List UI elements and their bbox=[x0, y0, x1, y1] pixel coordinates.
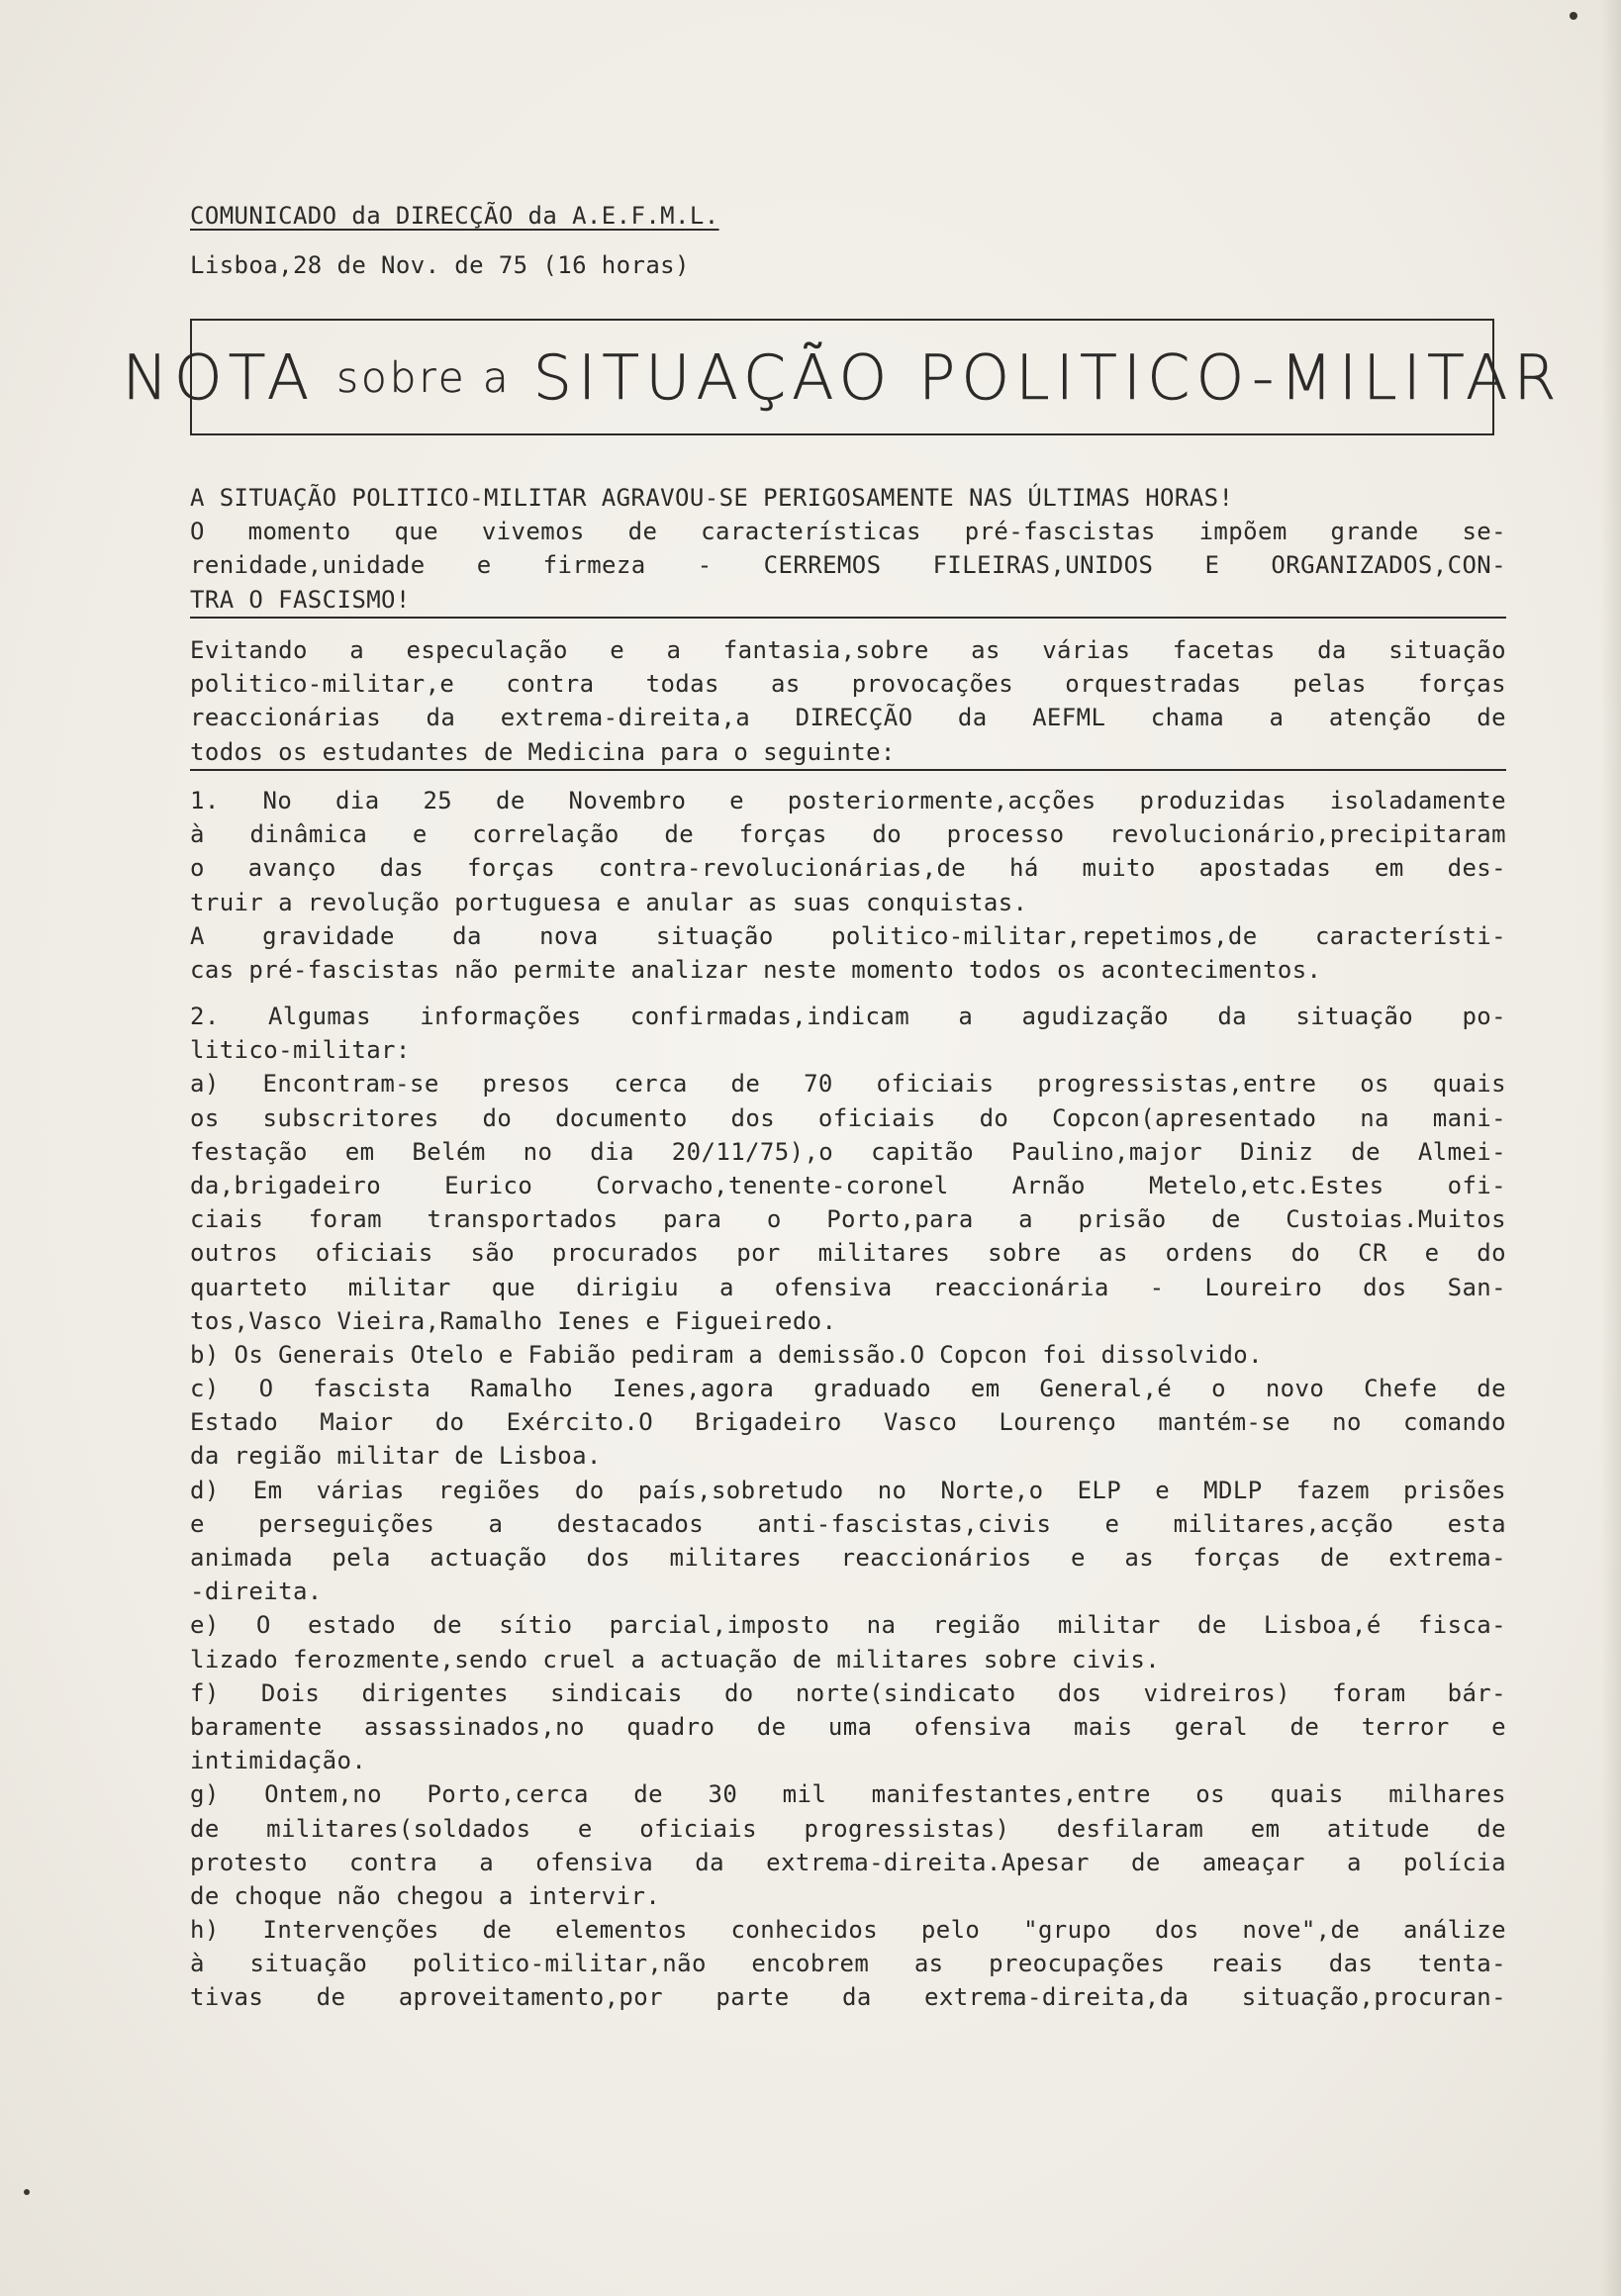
item-2-line: tos,Vasco Vieira,Ramalho Ienes e Figueiredo. bbox=[190, 1306, 837, 1335]
item-2-line: protesto contra a ofensiva da extrema-direita.Apesar de ameaçar a polícia bbox=[190, 1848, 1506, 1876]
item-2-line: ciais foram transportados para o Porto,para a prisão de Custoias.Muitos bbox=[190, 1205, 1506, 1234]
header-organization: COMUNICADO da DIRECÇÃO da A.E.F.M.L. bbox=[190, 202, 719, 230]
item-2-line: tivas de aproveitamento,por parte da extrema-direita,da situação,procuran- bbox=[190, 1983, 1506, 2012]
headline-line: O momento que vivemos de características pré-fascistas impõem grande se- bbox=[190, 518, 1506, 546]
item-1-line: cas pré-fascistas não permite analizar neste momento todos os acontecimentos. bbox=[190, 955, 1322, 984]
item-1-line: 1. No dia 25 de Novembro e posteriormente,acções produzidas isoladamente bbox=[190, 787, 1506, 814]
intro-line: reaccionárias da extrema-direita,a DIRECÇÃO da AEFML chama a atenção de bbox=[190, 704, 1506, 732]
item-2-line: h) Intervenções de elementos conhecidos pelo "grupo dos nove",de análize bbox=[190, 1916, 1506, 1945]
item-2-line: b) Os Generais Otelo e Fabião pediram a demissão.O Copcon foi dissolvido. bbox=[190, 1340, 1263, 1369]
intro-paragraph bbox=[190, 633, 1506, 771]
headline-line: renidade,unidade e firmeza - CERREMOS FILEIRAS,UNIDOS E ORGANIZADOS,CON- bbox=[190, 551, 1506, 580]
title-nota: NOTA bbox=[122, 340, 316, 414]
title-box bbox=[122, 319, 1563, 435]
item-2-line: outros oficiais são procurados por militares sobre as ordens do CR e do bbox=[190, 1239, 1506, 1268]
item-2-line: de choque não chegou a intervir. bbox=[190, 1881, 661, 1910]
item-2-line: à situação politico-militar,não encobrem as preocupações reais das tenta- bbox=[190, 1950, 1506, 1978]
ink-speck bbox=[1570, 12, 1577, 20]
headline-line: A SITUAÇÃO POLITICO-MILITAR AGRAVOU-SE PERIGOSAMENTE NAS ÚLTIMAS HORAS! bbox=[190, 484, 1234, 512]
item-1-paragraph bbox=[190, 784, 1506, 987]
item-2-line: c) O fascista Ramalho Ienes,agora graduado em General,é o novo Chefe de bbox=[190, 1375, 1506, 1403]
title-situacao: SITUAÇÃO POLITICO-MILITAR bbox=[532, 340, 1563, 414]
item-2-line: -direita. bbox=[190, 1578, 323, 1606]
header-date: Lisboa,28 de Nov. de 75 (16 horas) bbox=[190, 251, 690, 279]
item-2-paragraph bbox=[190, 1000, 1506, 2015]
headline-paragraph bbox=[190, 481, 1506, 619]
item-2-line: baramente assassinados,no quadro de uma ofensiva mais geral de terror e bbox=[190, 1712, 1506, 1741]
item-2-line: a) Encontram-se presos cerca de 70 oficiais progressistas,entre os quais bbox=[190, 1070, 1506, 1099]
intro-line: Evitando a especulação e a fantasia,sobre as várias facetas da situação bbox=[190, 636, 1506, 664]
item-2-line: da região militar de Lisboa. bbox=[190, 1442, 602, 1471]
intro-line: politico-militar,e contra todas as provocações orquestradas pelas forças bbox=[190, 670, 1506, 699]
item-2-line: de militares(soldados e oficiais progressistas) desfilaram em atitude de bbox=[190, 1814, 1506, 1843]
ink-speck bbox=[24, 2189, 30, 2195]
item-2-line: 2. Algumas informações confirmadas,indicam a agudização da situação po- bbox=[190, 1003, 1506, 1030]
item-2-line: Estado Maior do Exército.O Brigadeiro Vasco Lourenço mantém-se no comando bbox=[190, 1408, 1506, 1437]
headline-line: TRA O FASCISMO! bbox=[190, 583, 1506, 619]
item-2-line: da,brigadeiro Eurico Corvacho,tenente-coronel Arnão Metelo,etc.Estes ofi- bbox=[190, 1171, 1506, 1199]
item-2-line: animada pela actuação dos militares reaccionários e as forças de extrema- bbox=[190, 1544, 1506, 1572]
item-2-line: f) Dois dirigentes sindicais do norte(sindicato dos vidreiros) foram bár- bbox=[190, 1678, 1506, 1707]
item-2-line: os subscritores do documento dos oficiais do Copcon(apresentado na mani- bbox=[190, 1103, 1506, 1132]
item-2-line: festação em Belém no dia 20/11/75),o capitão Paulino,major Diniz de Almei- bbox=[190, 1137, 1506, 1166]
item-1-line: truir a revolução portuguesa e anular as suas conquistas. bbox=[190, 888, 1028, 916]
item-2-line: e) O estado de sítio parcial,imposto na região militar de Lisboa,é fisca- bbox=[190, 1611, 1506, 1640]
item-2-line: litico-militar: bbox=[190, 1036, 411, 1065]
item-2-line: lizado ferozmente,sendo cruel a actuação de militares sobre civis. bbox=[190, 1645, 1161, 1674]
item-2-line: d) Em várias regiões do país,sobretudo no Norte,o ELP e MDLP fazem prisões bbox=[190, 1476, 1506, 1504]
item-2-line: quarteto militar que dirigiu a ofensiva reaccionária - Loureiro dos San- bbox=[190, 1273, 1506, 1301]
item-2-line: g) Ontem,no Porto,cerca de 30 mil manifestantes,entre os quais milhares bbox=[190, 1780, 1506, 1809]
item-2-line: e perseguições a destacados anti-fascistas,civis e militares,acção esta bbox=[190, 1509, 1506, 1538]
title-sobre: sobre a bbox=[336, 352, 512, 402]
item-1-line: A gravidade da nova situação politico-militar,repetimos,de característi- bbox=[190, 921, 1506, 950]
item-1-line: à dinâmica e correlação de forças do processo revolucionário,precipitaram bbox=[190, 820, 1506, 849]
item-1-line: o avanço das forças contra-revolucionárias,de há muito apostadas em des- bbox=[190, 854, 1506, 883]
item-2-line: intimidação. bbox=[190, 1747, 367, 1775]
intro-line: todos os estudantes de Medicina para o seguinte: bbox=[190, 735, 1506, 771]
